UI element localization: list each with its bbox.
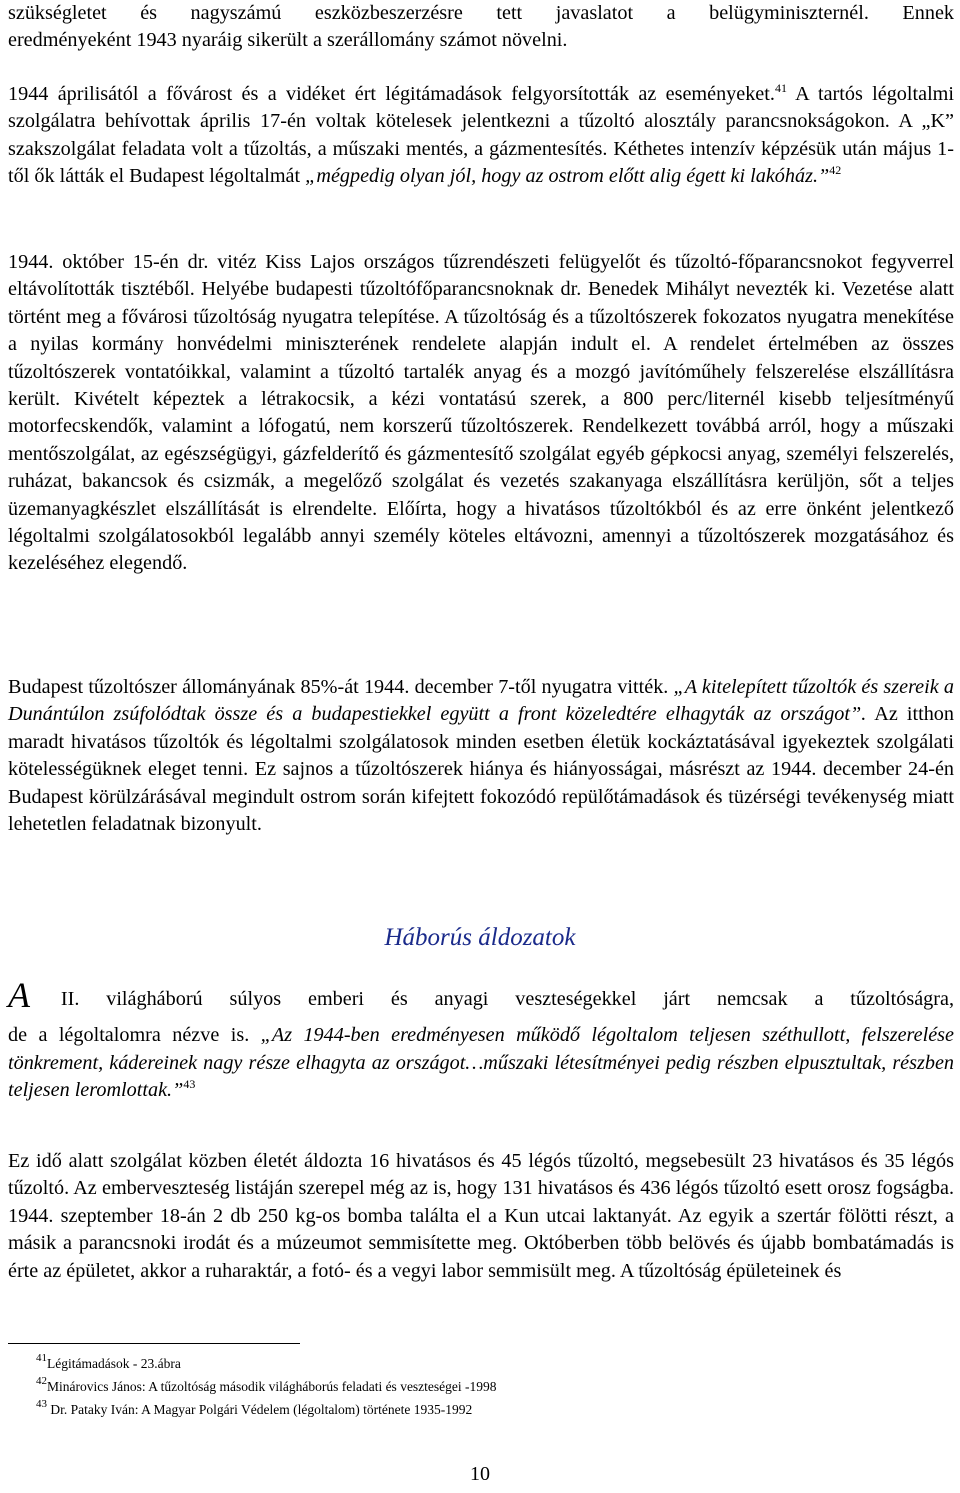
paragraph-5-quote: „Az 1944-ben eredményesen működő légoltalom teljesen széthullott, felszerelése tönkrement, kádereinek nagy része elhagyta az országot…műszaki létesítményei pedig részben elpusztultak, részben teljesen leromlottak.” xyxy=(8,1024,954,1102)
paragraph-2 xyxy=(8,81,954,191)
paragraph-2-quote: „mégpedig olyan jól, hogy az ostrom előtt alig égett ki lakóház.” xyxy=(305,165,830,188)
drop-cap: A xyxy=(8,975,30,1015)
paragraph-1-line-2: eredményeként 1943 nyaráig sikerült a szerállomány számot növelni. xyxy=(8,29,568,52)
paragraph-4-quote: „A kitelepített tűzoltók és szereik a Dunántúlon zsúfolódtak össze és a budapestiekkel együtt a front közeledtére elhagyták az országot”. xyxy=(8,676,954,726)
footnote-separator xyxy=(8,1343,300,1344)
paragraph-2-text-b: A tartós légoltalmi szolgálatra behívottak április 17-én voltak kötelesek jelentkezni a tűzoltó alosztály parancsnokságokon. A „K” szakszolgálat feladata volt a tűzoltás, a műszaki mentés, a gázmentesítés. Kéthetes intenzív képzésük után május 1-től ők látták el Budapest légoltalmát xyxy=(8,83,954,188)
paragraph-1-line-1: szükségletet és nagyszámú eszközbeszerzésre tett javaslatot a belügyminiszternél. Ennek xyxy=(8,2,954,24)
paragraph-3-text: 1944. október 15-én dr. vitéz Kiss Lajos országos tűzrendészeti felügyelőt és tűzoltó-főparancsnokot fegyverrel eltávolították tisztéből. Helyébe budapesti tűzoltófőparancsnoknak dr. Benedek Mihályt nevezték ki. Vezetése alatt történt meg a fővárosi tűzoltóság nyugatra telepítése. A tűzoltóság és a tűzoltószerek fokozatos nyugatra menekítése a nyilas kormány honvédelmi miniszterének rendelete alapján indult el. A rendelet értelmében az összes tűzoltószerek vontatóikkal, valamint a tűzoltó tartalék anyag és a mozgó javítóműhely felszerelése elszállításra került. Kivételt képeztek a létrakocsik, a kézi vontatású szerek, a 800 perc/liternél kisebb teljesítményű motorfecskendők, valamint a lófogatú, nem korszerű tűzoltószerek. Rendelkezett továbbá arról, hogy a műszaki mentőszolgálat, az egészségügyi, gázfelderítő és gázmentesítő szolgálat egyéb gépkocsi anyag, személyi felszerelés, ruházat, bakancsok és csizmák, a megelőző szolgálat és vezetés szakanyaga elszállításra kerüljön, sőt a teljes üzemanyagkészlet elszállítását is elrendelte. Előírta, hogy a hivatásos tűzoltókból és az erre önként jelentkező légoltalmi szolgálatosokból legalább annyi személy köteles eltávozni, amennyi a tűzoltószerek mozgatásához és kezeléséhez elegendő. xyxy=(8,251,954,575)
paragraph-4 xyxy=(8,674,954,838)
paragraph-5 xyxy=(8,975,954,1105)
footnote-text: Minárovics János: A tűzoltóság második világháborús feladati és veszteségei -1998 xyxy=(47,1379,497,1394)
footnote-ref-42[interactable]: 42 xyxy=(829,163,842,178)
section-heading: Háborús áldozatok xyxy=(384,924,576,951)
paragraph-6-text: Ez idő alatt szolgálat közben életét áldozta 16 hivatásos és 45 légós tűzoltó, megsebesült 23 hivatásos és 35 légós tűzoltó. Az emberveszteség listáján szerepel még az is, hogy 131 hivatásos és 436 légós tűzoltó esett orosz fogságba. 1944. szeptember 18-án 2 db 250 kg-os bomba találta el a Kun utcai laktanyát. Az egyik a szertár fölötti részt, a másik a parancsnoki irodát és a múzeumot semmisítette meg. Októberben több belövés és újabb bombatámadás is érte az épületet, akkor a ruharaktár, a fotó- és a vegyi labor semmisült meg. A tűzoltóság épületeinek és xyxy=(8,1150,954,1282)
footnote-ref-43[interactable]: 43 xyxy=(183,1077,196,1092)
page-number: 10 xyxy=(470,1463,490,1485)
footnote-number: 41 xyxy=(36,1352,47,1364)
paragraph-1 xyxy=(8,0,954,55)
footnote-ref-41[interactable]: 41 xyxy=(774,81,787,95)
footnote-text: Légitámadások - 23.ábra xyxy=(47,1356,181,1371)
footnote-number: 43 xyxy=(36,1398,47,1410)
footnote-42 xyxy=(36,1375,497,1395)
paragraph-4-text-b: Az itthon maradt hivatásos tűzoltók és légoltalmi szolgálatosok minden esetben életük kockáztatásával igyekeztek szolgálati kötelességüknek eleget tenni. Ez sajnos a tűzoltószerek hiánya és hiányosságai, másrészt az 1944. december 24-én Budapest körülzárásával megindult ostrom során kifejtett fokozódó repülőtámadások és tüzérségi tevékenység miatt lehetetlen feladatnak bizonyult. xyxy=(8,703,954,836)
paragraph-3 xyxy=(8,249,954,578)
paragraph-4-text-a: Budapest tűzoltószer állományának 85%-át 1944. december 7-től nyugatra vitték. xyxy=(8,676,674,698)
footnote-41 xyxy=(36,1352,181,1372)
footnote-text: Dr. Pataky Iván: A Magyar Polgári Védelem (légoltalom) története 1935-1992 xyxy=(47,1402,473,1417)
paragraph-6 xyxy=(8,1148,954,1285)
paragraph-5-text-a: II. világháború súlyos emberi és anyagi veszteségekkel járt nemcsak a tűzoltóságra, xyxy=(34,988,954,1010)
footnote-number: 42 xyxy=(36,1375,47,1387)
paragraph-2-text-a: 1944 áprilisától a fővárost és a vidéket ért légitámadások felgyorsították az eseményeket. xyxy=(8,83,775,105)
paragraph-5-text-b: de a légoltalomra nézve is. xyxy=(8,1024,261,1047)
footnote-43 xyxy=(36,1398,473,1418)
